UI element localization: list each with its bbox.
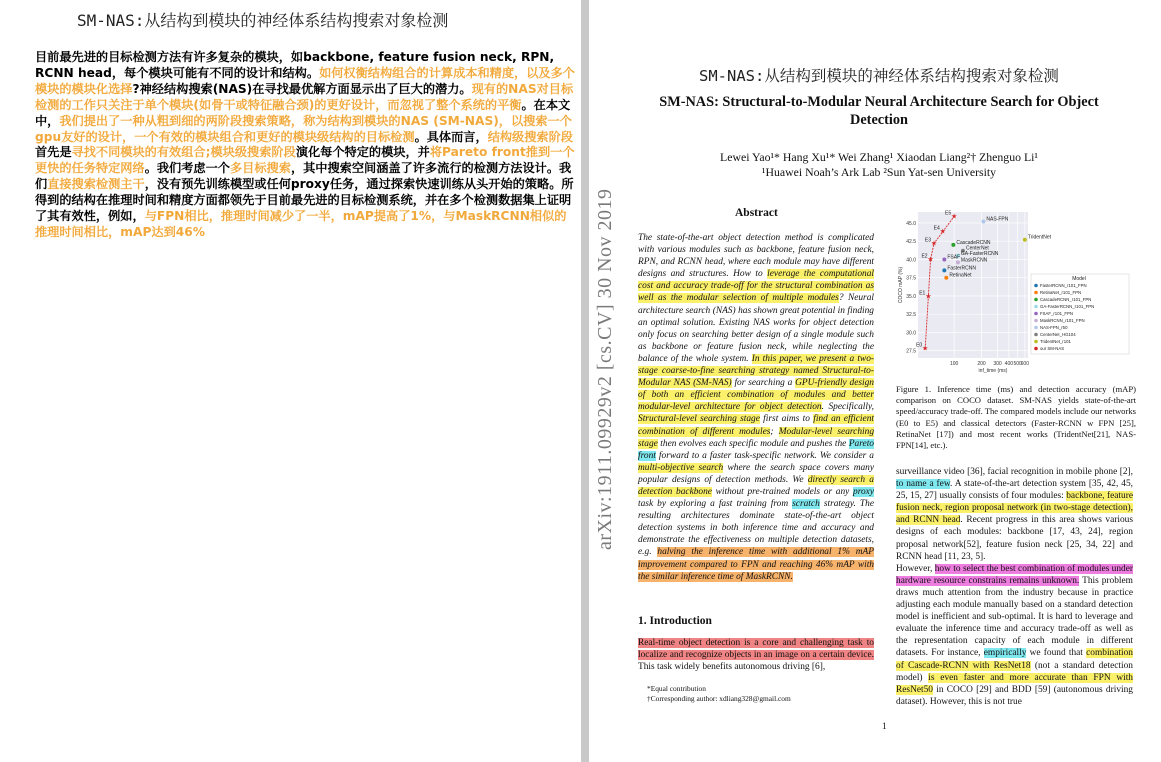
sm-nas-point: ★ [925, 292, 932, 301]
legend-entry: CenterNet_HG104 [1040, 332, 1076, 337]
model-point-label: MaskRCNN [960, 257, 988, 264]
text-segment: in COCO [29] and BDD [59] (autonomous driving dataset). However, this is not true [896, 684, 1133, 707]
text-segment: Pareto front [638, 438, 874, 461]
model-point [944, 276, 948, 280]
text-segment: The state-of-the-art object detection method is complicated with various modules such as backbone, feature fusion neck, RPN, and RCNN head, where each module may have different designs and structures. How to [638, 233, 874, 280]
text-segment: strategy. The resulting architectures dominate state-of-the-art object detection systems in both inference time and accuracy and demonstrate the effectiveness on multiple detection datasets, e.g. [638, 499, 874, 558]
text-segment: 。我们考虑一个 [144, 161, 230, 176]
figure-1-caption: Figure 1. Inference time (ms) and detection accuracy (mAP) comparison on COCO dataset. SM-NAS yields state-of-the-art speed/accuracy trade-off. The compared models include our networks (E0 to E5) and classical detectors (Faster-RCNN w FPN [25], RetinaNet [17]) and most recent works (TridentNet[21], NAS-FPN[14], etc.). [896, 384, 1136, 451]
legend-marker [1034, 312, 1038, 316]
sm-nas-point-label: E0 [916, 342, 923, 349]
model-point [1023, 238, 1027, 242]
arxiv-watermark: arXiv:1911.09929v2 [cs.CV] 30 Nov 2019 [594, 188, 616, 550]
text-segment: directly search a detection backbone [638, 474, 874, 497]
text-segment: 。在本文中， [35, 97, 571, 128]
y-axis-label: COCO mAP (%) [898, 266, 904, 304]
sm-nas-point-label: E4 [933, 225, 940, 232]
legend-marker [1034, 326, 1038, 330]
text-segment: . Recent progress in this area shows various designs of each modules: backbone [17, 43, 24], region proposal network[52], feature fusion neck [25, 34, 22] and RCNN head [11, 23, 5]. [896, 515, 1134, 562]
model-point [956, 260, 960, 264]
text-segment: (not a standard detection model) [896, 660, 1133, 683]
legend-marker [1034, 319, 1038, 323]
x-tick-label: 300 [993, 361, 1002, 367]
legend-entry: MaskRCNN_r101_FPN [1040, 318, 1085, 323]
y-tick-label: 37.5 [906, 275, 916, 282]
text-segment: we found that [1026, 648, 1087, 659]
text-segment: proxy [853, 486, 874, 497]
text-segment: leverage the computational cost and accuracy trade-off for the structural combination as well as the modular selection of multiple modules [638, 269, 875, 304]
text-segment: to name a few [896, 479, 950, 490]
legend-marker [1034, 298, 1038, 302]
text-segment: halving the inference time with additional 1% mAP improvement compared to FPN and reaching 46% mAP with the similar inference time of MaskRCNN. [638, 547, 874, 582]
model-point [942, 257, 946, 261]
text-segment: 现有的NAS对目标检测的工作只关注于单个模块(如骨干或特征融合颈)的更好设计，而忽视了整个系统的平衡 [35, 81, 574, 112]
note-title: SM-NAS:从结构到模块的神经体系结构搜索对象检测 [77, 11, 449, 30]
text-segment: 结构级搜索阶段 [487, 129, 573, 144]
text-segment: 首先是 [35, 145, 72, 160]
y-tick-label: 30.0 [906, 330, 916, 337]
text-segment: surveillance video [36], facial recognition in mobile phone [2], [896, 467, 1133, 477]
model-point-label: GA-FasterRCNN [960, 250, 999, 257]
text-segment: 。具体而言， [414, 129, 488, 144]
text-segment: ; [770, 426, 779, 437]
text-segment: However, [896, 563, 935, 574]
legend-entry: RetinaNet_r101_FPN [1040, 290, 1082, 295]
legend-marker [1034, 340, 1038, 344]
plot-area [918, 212, 1028, 358]
legend-marker [1034, 284, 1038, 288]
paper-title-chinese: SM-NAS:从结构到模块的神经体系结构搜索对象检测 [699, 67, 1059, 85]
x-tick-label: 200 [977, 361, 986, 367]
text-segment: task by exploring a fast training from [638, 499, 793, 510]
text-segment: where the search space covers many popular designs of detection methods. We [638, 462, 875, 485]
legend-entry: TridentNet_r101 [1040, 339, 1071, 344]
x-tick-label: 500 [1013, 361, 1022, 367]
text-segment: 直接搜索检测主干 [47, 177, 145, 192]
paper-title: SM-NAS: Structural-to-Modular Neural Architecture Search for Object Detection [659, 94, 1099, 128]
model-point-label: RetinaNet [949, 272, 972, 279]
text-segment: Modular-level searching stage [638, 426, 875, 449]
sm-nas-point: ★ [930, 239, 938, 248]
model-point-label: TridentNet [1027, 234, 1052, 241]
model-point [981, 219, 985, 223]
x-tick-label: 100 [949, 361, 959, 367]
y-tick-label: 27.5 [906, 348, 916, 355]
text-segment: ，其中搜索空间涵盖了许多流行的检测方法设计。我们 [35, 161, 572, 192]
footnote-equal-contribution: *Equal contribution [647, 684, 706, 693]
text-segment: without pre-trained models or any [711, 486, 853, 497]
figure-1-chart [896, 206, 1144, 384]
y-tick-label: 35.0 [906, 293, 916, 300]
text-segment: is even faster and more accurate than FPN with ResNet50 [896, 672, 1133, 695]
text-segment: how to select the best combination of modules under hardware resource constrains remains unknown. [896, 563, 1134, 586]
sm-nas-point-label: E2 [921, 253, 928, 260]
legend-entry: our SM-NAS [1040, 346, 1065, 351]
text-segment: 寻找不同模块的有效组合;模块级搜索阶段 [71, 145, 296, 160]
model-point [951, 243, 955, 247]
text-segment: find an efficient combination of different modules [638, 414, 874, 437]
text-segment: This task widely benefits autonomous driving [6], [638, 662, 826, 673]
chinese-summary [35, 50, 578, 241]
text-segment: ? Neural architecture search (NAS) has shown great potential in finding an optimal solution. Existing NAS works for object detection only focus on searching better design of a single module such as backbone or feature fusion neck, while neglecting the balance of the whole system. [638, 293, 874, 364]
footnotes [647, 684, 791, 704]
legend-entry: FasterRCNN_r101_FPN [1040, 283, 1087, 288]
y-tick-label: 32.5 [906, 312, 916, 319]
text-segment: In this paper, we present a two-stage coarse-to-fine searching strategy named Structural-to-Modular NAS (SM-NAS) [638, 353, 874, 389]
panel-divider[interactable] [581, 0, 589, 762]
page-number: 1 [882, 722, 887, 732]
right-column-text [896, 466, 1133, 708]
text-segment: combination of Cascade-RCNN with ResNet18 [896, 648, 1133, 671]
legend-entry: GA-FasterRCNN_r101_FPN [1040, 304, 1095, 309]
abstract-text [638, 232, 874, 583]
text-segment: first aims to [759, 414, 814, 425]
legend-marker [1034, 333, 1038, 337]
text-segment: 如何权衡结构组合的计算成本和精度，以及多个模块的模块化选择 [35, 65, 575, 96]
legend-entry: CascadeRCNN_r101_FPN [1040, 297, 1092, 302]
abstract-heading: Abstract [735, 207, 778, 219]
model-point-label: CenterNet [965, 245, 989, 252]
x-tick-label: 600 [1020, 361, 1030, 367]
legend-entry: FSAF_r101_FPN [1040, 311, 1073, 316]
model-point-label: NAS-FPN [986, 216, 1009, 223]
text-segment: scratch [792, 499, 820, 510]
sm-nas-point: ★ [927, 255, 934, 264]
sm-nas-point: ★ [939, 227, 946, 236]
text-segment: then evolves each specific module and pushes the [657, 438, 849, 449]
pdf-page [589, 0, 1161, 762]
text-segment: ，没有预先训练模型或任何proxy任务，通过探索快速训练从头开始的策略。所得到的结构在推理时间和精度方面都领先于目前最先进的目标检测系统，并在多个检测数据集上证明了其有效性，例如， [35, 177, 574, 224]
text-segment: . A state-of-the-art detection system [35, 42, 45, 25, 15, 27] usually consists of four modules: [896, 479, 1133, 502]
text-segment: Real-time object detection is a core and challenging task to localize and recognize objects in an image on a certain device. [638, 638, 874, 661]
text-segment: . Specifically, [821, 402, 874, 413]
sm-nas-point-label: E1 [919, 290, 926, 297]
text-segment: backbone, feature fusion neck, region proposal network (in two-stage detection), and RCNN head [896, 491, 1133, 526]
authors-block [649, 150, 1109, 180]
text-segment: 我们提出了一种从粗到细的两阶段搜索策略，称为结构到模块的NAS (SM-NAS)，以搜索一个gpu友好的设计，一个有效的模块组合和更好的模块级结构的目标检测 [35, 113, 572, 144]
legend-entry: NAS-FPN_r50 [1040, 325, 1068, 330]
x-tick-label: 400 [1004, 361, 1014, 367]
text-segment: empirically [983, 648, 1027, 659]
affiliations: ¹Huawei Noah’s Ark Lab ²Sun Yat-sen University [761, 165, 997, 179]
text-segment: 将Pareto front推到一个更快的任务特定网络 [35, 145, 575, 176]
text-segment: Structural-level searching stage [638, 414, 760, 425]
text-segment: 与FPN相比，推理时间减少了一半，mAP提高了1%，与MaskRCNN相似的推理时间相比，mAP达到46% [35, 209, 567, 239]
legend-marker [1034, 291, 1038, 295]
introduction-heading: 1. Introduction [638, 615, 712, 627]
legend-marker [1034, 347, 1038, 351]
y-tick-label: 45.0 [906, 220, 916, 227]
sm-nas-point: ★ [922, 344, 929, 353]
text-segment: ?神经结构搜索(NAS)在寻找最优解方面显示出了巨大的潜力。 [132, 81, 472, 96]
legend-title: Model [1072, 276, 1086, 282]
sm-nas-point-label: E5 [945, 210, 952, 217]
text-segment: forward to a faster task-specific network. We consider a [655, 450, 874, 461]
text-segment: multi-objective search [638, 462, 724, 473]
y-tick-label: 42.5 [906, 239, 916, 246]
model-point [942, 268, 946, 272]
y-tick-label: 40.0 [906, 257, 916, 264]
sm-nas-point-label: E3 [924, 237, 931, 244]
sm-nas-point: ★ [951, 212, 958, 221]
x-axis-label: inf_time (ms) [978, 368, 1008, 374]
text-segment: This problem draws much attention from the industry because in practice adjusting each module manually based on a standard detection model is inefficient and sub-optimal. It is hard to leverage and evaluate the inference time and accuracy trade-off as well as the representation capacity of each module in different datasets. For instance, [896, 575, 1133, 659]
text-segment: for searching a [731, 378, 796, 389]
introduction-text [638, 637, 874, 673]
text-segment: 多目标搜索 [230, 161, 291, 176]
model-point-label: FSAF [947, 254, 961, 261]
author-list: Lewei Yao¹* Hang Xu¹* Wei Zhang¹ Xiaodan Liang²† Zhenguo Li¹ [720, 150, 1038, 164]
text-segment: 目前最先进的目标检测方法有许多复杂的模块，如backbone, feature fusion neck, RPN, RCNN head，每个模块可能有不同的设计和结构。 [35, 50, 555, 80]
model-point-label: CascadeRCNN [956, 239, 991, 246]
text-segment: GPU-friendly design of both an efficient combination of modules and better modular-level architecture for object detection [638, 378, 874, 413]
model-point-label: FasterRCNN [947, 265, 976, 272]
legend-marker [1034, 305, 1038, 309]
text-segment: 演化每个特定的模块，并 [295, 145, 430, 160]
footnote-corresponding-author: †Corresponding author: xdliang328@gmail.com [647, 694, 791, 703]
